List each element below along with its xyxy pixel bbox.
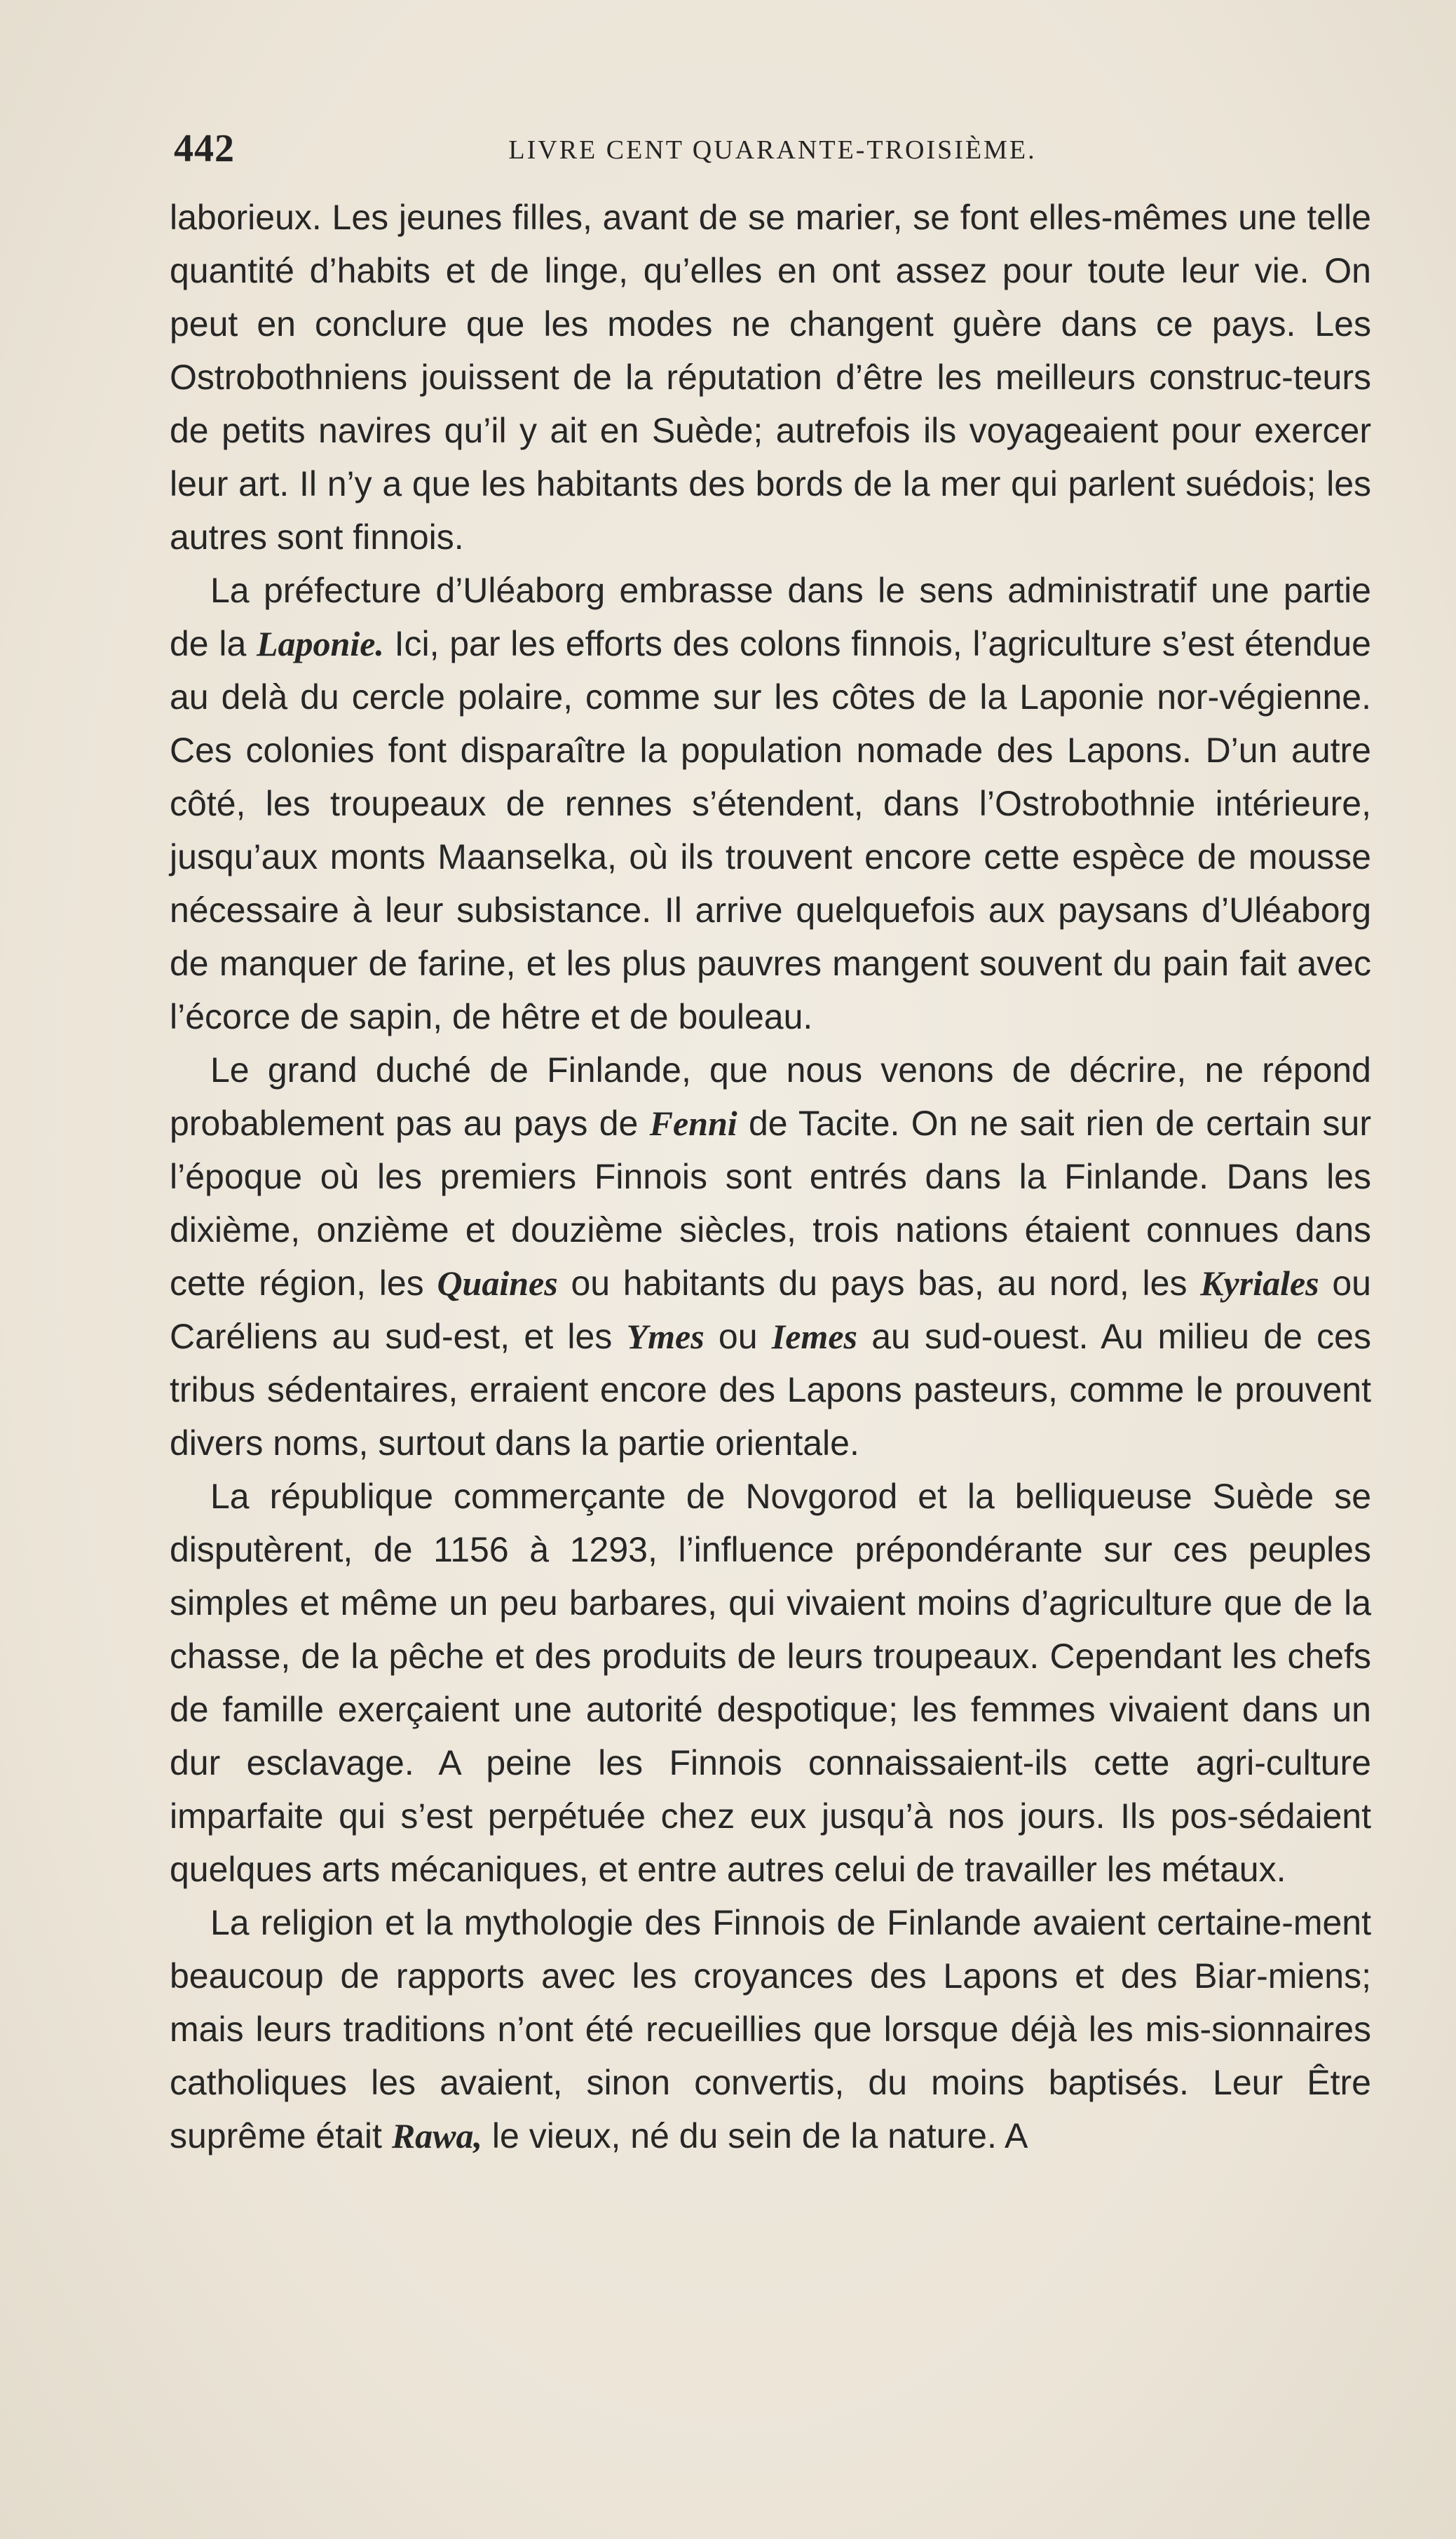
paragraph-5-text-b: le vieux, né du sein de la nature. A <box>482 2116 1028 2155</box>
paragraph-3-text-c: ou habitants du pays bas, au nord, les <box>557 1264 1201 1303</box>
running-title: LIVRE CENT QUARANTE-TROISIÈME. <box>508 135 1037 165</box>
body-text <box>170 191 1371 2162</box>
paragraph-4-text: La république commerçante de Novgorod et la belliqueuse Suède se disputèrent, de 1156 à 1293, l’influence prépondérante sur ces peuples simples et même un peu barbares, qui vivaient moins d’agriculture que de la chasse, de la pêche et des produits de leurs troupeaux. Cependant les chefs de famille exerçaient une autorité despotique; les femmes vivaient dans un dur esclavage. A peine les Finnois connaissaient-ils cette agri-culture imparfaite qui s’est perpétuée chez eux jusqu’à nos jours. Ils pos-sédaient quelques arts mécaniques, et entre autres celui de travailler les métaux. <box>170 1477 1371 1889</box>
paragraph-3-text-a: Le grand duché de Finlande, que nous venons de décrire, ne répond probablement pas au pays de <box>170 1050 1371 1143</box>
italic-term-rawa: Rawa, <box>391 2116 483 2155</box>
paragraph-3 <box>170 1043 1371 1470</box>
paragraph-5-text-a: La religion et la mythologie des Finnois de Finlande avaient certaine-ment beaucoup de rapports avec les croyances des Lapons et des Biar-miens; mais leurs traditions n’ont été recueillies que lorsque déjà les mis-sionnaires catholiques les avaient, sinon convertis, du moins baptisés. Leur Être suprême était <box>170 1903 1371 2155</box>
paragraph-3-text-d: ou Caréliens au sud-est, et les <box>170 1264 1371 1356</box>
paragraph-4 <box>170 1470 1371 1896</box>
paragraph-3-text-b: de Tacite. On ne sait rien de certain sur l’époque où les premiers Finnois sont entrés dans la Finlande. Dans les dixième, onzième et douzième siècles, trois nations étaient connues dans cette région, les <box>170 1104 1372 1303</box>
italic-term-kyriales: Kyriales <box>1200 1264 1319 1303</box>
paragraph-3-text-e: ou <box>704 1317 772 1356</box>
paragraph-1-text: laborieux. Les jeunes filles, avant de se marier, se font elles-mêmes une telle quantité d’habits et de linge, qu’elles en ont assez pour toute leur vie. On peut en conclure que les modes ne changent guère dans ce pays. Les Ostrobothniens jouissent de la réputation d’être les meilleurs construc-teurs de petits navires qu’il y ait en Suède; autrefois ils voyageaient pour exercer leur art. Il n’y a que les habitants des bords de la mer qui parlent suédois; les autres sont finnois. <box>170 198 1371 557</box>
page-number: 442 <box>174 127 235 170</box>
paragraph-5 <box>170 1896 1371 2162</box>
paragraph-2-text-a: La préfecture d’Uléaborg embrasse dans le sens administratif une partie de la <box>170 571 1371 663</box>
paragraph-1 <box>170 191 1371 564</box>
italic-term-ymes: Ymes <box>626 1317 705 1356</box>
italic-term-iemes: Iemes <box>771 1317 857 1356</box>
paragraph-3-text-f: au sud-ouest. Au milieu de ces tribus sédentaires, erraient encore des Lapons pasteurs, comme le prouvent divers noms, surtout dans la partie orientale. <box>170 1317 1371 1463</box>
italic-term-fenni: Fenni <box>649 1104 737 1143</box>
paragraph-2 <box>170 564 1371 1043</box>
page-header <box>174 126 1371 175</box>
italic-term-quaines: Quaines <box>437 1264 558 1303</box>
paragraph-2-text-b: Ici, par les efforts des colons finnois, l’agriculture s’est étendue au delà du cercle polaire, comme sur les côtes de la Laponie nor-végienne. Ces colonies font disparaître la population nomade des Lapons. D’un autre côté, les troupeaux de rennes s’étendent, dans l’Ostrobothnie intérieure, jusqu’aux monts Maanselka, où ils trouvent encore cette espèce de mousse nécessaire à leur subsistance. Il arrive quelquefois aux paysans d’Uléaborg de manquer de farine, et les plus pauvres mangent souvent du pain fait avec l’écorce de sapin, de hêtre et de bouleau. <box>170 624 1371 1036</box>
italic-term-laponie: Laponie. <box>256 624 384 663</box>
